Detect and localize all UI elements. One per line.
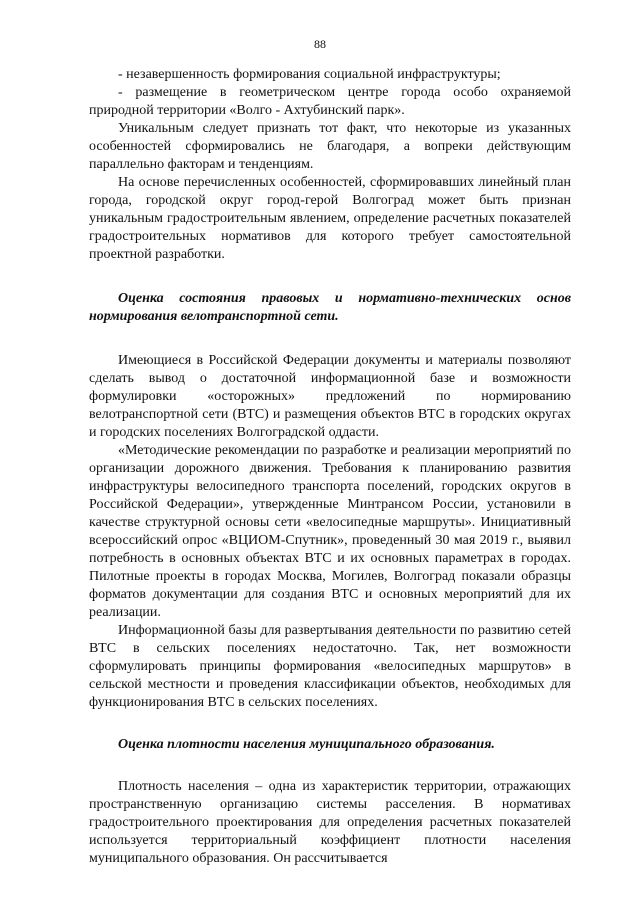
paragraph: Информационной базы для развертывания деятельности по развитию сетей ВТС в сельских поселениях недостаточно. Так, нет возможности сформулировать принципы формирования «велосипедных маршрутов» в сельской местности и проведения классификации объектов, необходимых для функционирования ВТС в сельских поселениях. (89, 623, 571, 710)
spacer (89, 712, 571, 736)
page-number: 88 (314, 37, 326, 51)
list-item: - размещение в геометрическом центре города особо охраняемой природной территории «Волго - Ахтубинский парк». (89, 85, 571, 118)
section-heading: Оценка состояния правовых и нормативно-технических основ нормирования велотранспортной сети. (89, 291, 571, 324)
paragraph: Уникальным следует признать тот факт, что некоторые из указанных особенностей сформировались не благодаря, а вопреки действующим параллельно факторам и тенденциям. (89, 121, 571, 172)
spacer (89, 264, 571, 290)
list-item: - незавершенность формирования социальной инфраструктуры; (118, 67, 501, 82)
spacer (89, 326, 571, 352)
paragraph: Плотность населения – одна из характеристик территории, отражающих пространственную организацию системы расселения. В нормативах градостроительного проектирования для определения расчетных показателей используется территориальный коэффициент плотности населения муниципального образования. Он рассчитывается (89, 779, 571, 866)
paragraph: «Методические рекомендации по разработке и реализации мероприятий по организации дорожного движения. Требования к планированию развития инфраструктуры велосипедного транспорта поселений, городских округов в Российской Федерации», утвержденные Минтрансом России, установили в качестве структурной основы сети «велосипедные маршруты». Инициативный всероссийский опрос «ВЦИОМ-Спутник», проведенный 30 мая 2019 г., выявил потребность в основных объектах ВТС и их основных параметрах в городах. Пилотные проекты в городах Москва, Могилев, Волгоград показали образцы форматов документации для создания ВТС и основных мероприятий для их реализации. (89, 443, 571, 620)
paragraph: Имеющиеся в Российской Федерации документы и материалы позволяют сделать вывод о достаточной информационной базе и возможности формулировки «осторожных» предложений по нормированию велотранспортной сети (ВТС) и размещения объектов ВТС в городских округах и городских поселениях Волгоградской оддасти. (89, 353, 571, 440)
section-heading: Оценка плотности населения муниципального образования. (118, 737, 495, 752)
document-body (89, 66, 571, 868)
spacer (89, 754, 571, 778)
paragraph: На основе перечисленных особенностей, сформировавших линейный план города, городской округ город-герой Волгоград может быть признан уникальным градостроительным явлением, определение расчетных показателей градостроительных нормативов для которого требует самостоятельной проектной разработки. (89, 175, 571, 262)
